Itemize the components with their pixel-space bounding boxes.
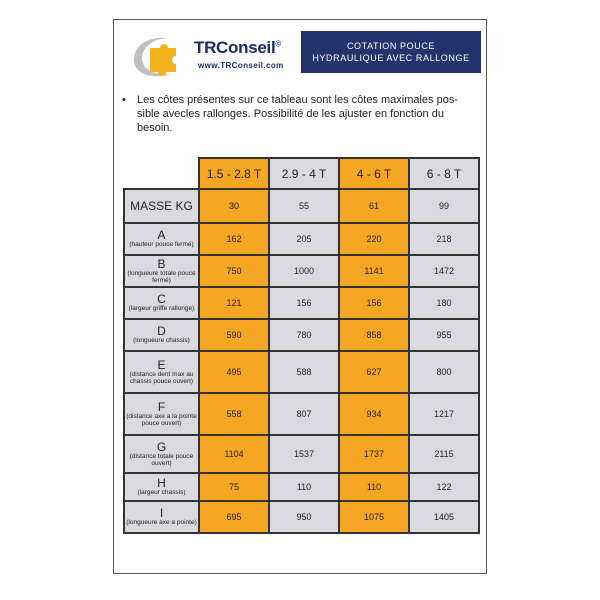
row-label: H (largeur chassis) [124,473,199,501]
table-cell: 220 [339,223,409,255]
table-row [124,351,479,393]
table-cell: 162 [199,223,269,255]
table-cell: 695 [199,501,269,533]
table-cell: 1000 [269,255,339,287]
table-cell: 180 [409,287,479,319]
table-cell: 156 [269,287,339,319]
row-label: G (distance totale pouce ouvert) [124,435,199,473]
table-row [124,287,479,319]
table-cell: 1537 [269,435,339,473]
brand-url: www.TRConseil.com [198,61,284,70]
table-cell: 99 [409,189,479,223]
table-cell: 205 [269,223,339,255]
row-label: F (distance axe a la pointe pouce ouvert) [124,393,199,435]
dimensions-table [123,157,480,534]
banner-line-1: COTATION POUCE [346,41,436,51]
column-header: 2.9 - 4 T [269,158,339,189]
puzzle-logo-icon [128,30,194,82]
trconseil-logo [128,30,298,82]
row-label: MASSE KG [124,189,199,223]
table-cell: 780 [269,319,339,351]
table-cell: 30 [199,189,269,223]
table-cell: 110 [269,473,339,501]
table-cell: 1104 [199,435,269,473]
title-banner [301,31,481,73]
row-label: A (hauteur pouce fermé) [124,223,199,255]
table-cell: 495 [199,351,269,393]
row-label: I (longueure axe a pointe) [124,501,199,533]
table-cell: 218 [409,223,479,255]
table-cell: 2115 [409,435,479,473]
row-label: E (distance dent max au chassis pouce ouvert) [124,351,199,393]
document-page [113,19,487,574]
row-label: D (longueure chassis) [124,319,199,351]
table-row [124,189,479,223]
brand-name: TRConseil© [194,38,281,57]
row-label: B (longueure totale pouce fermé) [124,255,199,287]
table-cell: 950 [269,501,339,533]
table-row [124,435,479,473]
bullet-icon: • [122,94,126,106]
table-cell: 807 [269,393,339,435]
table-cell: 1141 [339,255,409,287]
table-row [124,393,479,435]
table-cell: 1472 [409,255,479,287]
table-cell: 750 [199,255,269,287]
table-cell: 1405 [409,501,479,533]
table-cell: 588 [269,351,339,393]
column-header: 1.5 - 2.8 T [199,158,269,189]
table-cell: 75 [199,473,269,501]
table-cell: 156 [339,287,409,319]
table-row [124,473,479,501]
table-cell: 122 [409,473,479,501]
table-cell: 121 [199,287,269,319]
table-header-row [124,158,479,189]
header-corner [124,158,199,189]
table-cell: 558 [199,393,269,435]
column-header: 6 - 8 T [409,158,479,189]
table-cell: 955 [409,319,479,351]
table-row [124,319,479,351]
banner-line-2: HYDRAULIQUE AVEC RALLONGE [312,53,470,63]
table-cell: 800 [409,351,479,393]
row-label: C (largeur griffe rallonge) [124,287,199,319]
table-cell: 858 [339,319,409,351]
table-cell: 934 [339,393,409,435]
note-text: Les côtes présentes sur ce tableau sont les côtes maximales pos-sible avecles rallonges. Possibilité de les ajuster en fonction du besoin. [137,94,458,134]
table-cell: 1217 [409,393,479,435]
table-row [124,223,479,255]
table-row [124,255,479,287]
table-cell: 61 [339,189,409,223]
table-cell: 1075 [339,501,409,533]
table-cell: 110 [339,473,409,501]
column-header: 4 - 6 T [339,158,409,189]
table-cell: 627 [339,351,409,393]
table-cell: 590 [199,319,269,351]
table-cell: 55 [269,189,339,223]
table-row [124,501,479,533]
table-cell: 1737 [339,435,409,473]
